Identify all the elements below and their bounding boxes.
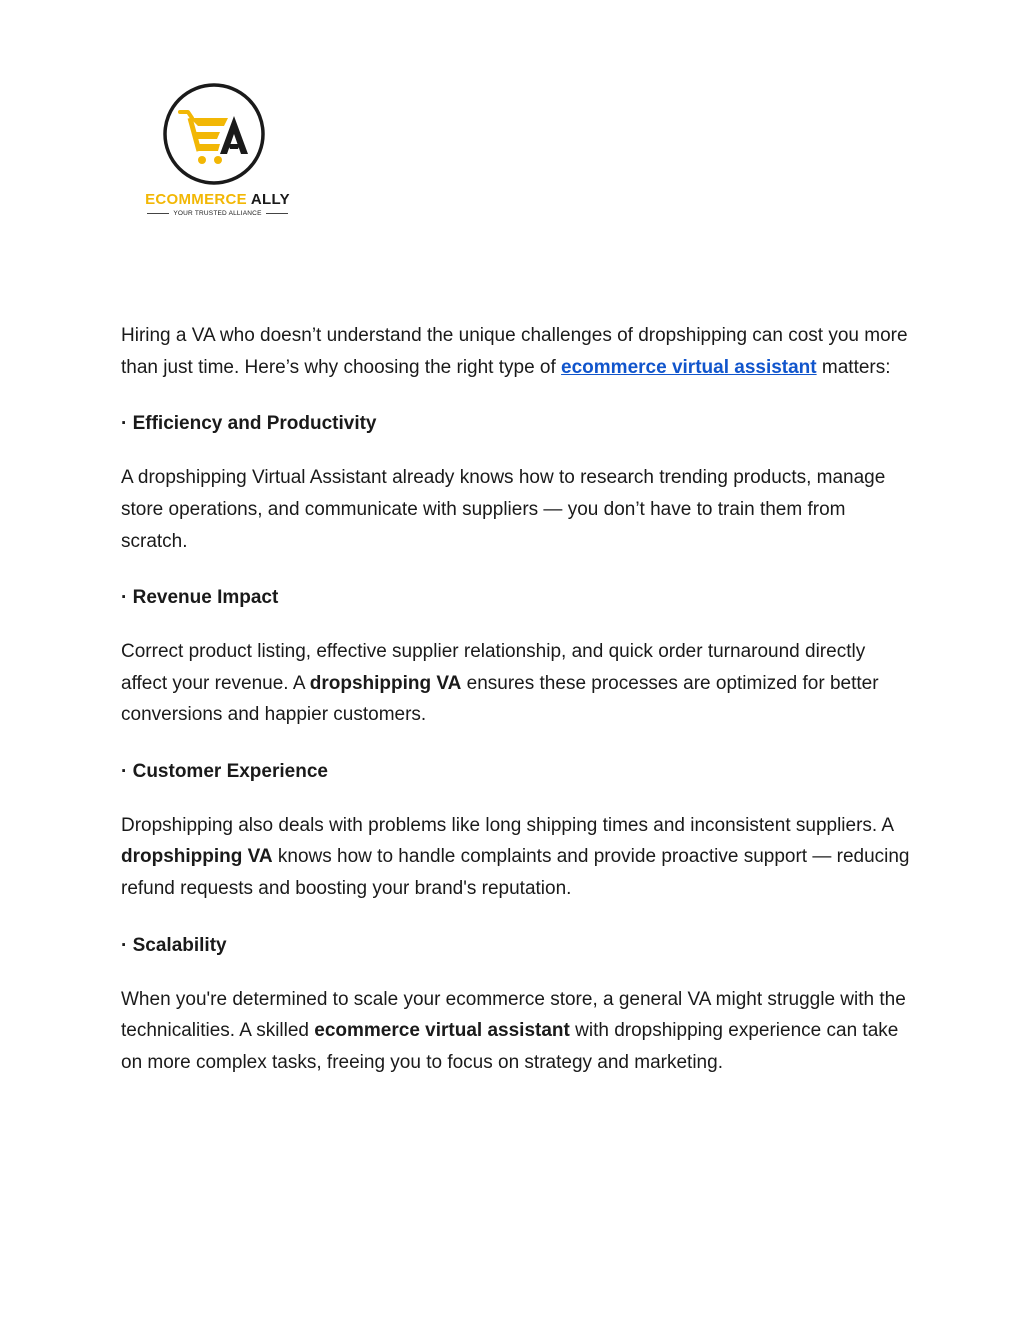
- section-heading-text: Scalability: [132, 934, 227, 956]
- logo-brand-word-1: ECOMMERCE: [145, 191, 247, 208]
- intro-text-before: Hiring a VA who doesn’t understand the unique challenges of dropshipping can cost you more than just time. Here’s why choosing the right type of: [121, 325, 908, 378]
- logo-brand-name: [140, 191, 295, 209]
- section-heading-customer-experience: [121, 756, 911, 788]
- intro-paragraph: [121, 320, 911, 383]
- body-text-before: When you're determined to scale your ecommerce store, a general VA might struggle with the technicalities. A skilled: [121, 988, 906, 1042]
- ecommerce-virtual-assistant-link[interactable]: ecommerce virtual assistant: [561, 356, 817, 378]
- tagline-rule-left: [147, 213, 169, 214]
- section-heading-scalability: [121, 930, 911, 962]
- bullet: ·: [121, 934, 128, 956]
- logo-brand-word-2: ALLY: [250, 191, 290, 208]
- section-heading-revenue: [121, 582, 911, 614]
- bullet: ·: [121, 587, 128, 609]
- section-body-revenue: [121, 636, 911, 731]
- shopping-cart-icon: [162, 82, 266, 186]
- body-text-before: Correct product listing, effective supplier relationship, and quick order turnaround directly affect your revenue. A: [121, 640, 866, 694]
- body-text-before: Dropshipping also deals with problems like long shipping times and inconsistent suppliers. A: [121, 814, 894, 836]
- section-heading-text: Revenue Impact: [132, 587, 279, 609]
- section-heading-efficiency: [121, 408, 911, 440]
- logo-tagline-text: YOUR TRUSTED ALLIANCE: [173, 210, 262, 217]
- body-bold-text: ecommerce virtual assistant: [314, 1020, 570, 1042]
- section-heading-text: Efficiency and Productivity: [132, 413, 377, 435]
- body-text-after: knows how to handle complaints and provide proactive support — reducing refund requests and boosting your brand's reputation.: [121, 846, 910, 900]
- bullet: ·: [121, 413, 128, 435]
- logo-tagline: [140, 210, 295, 217]
- section-heading-text: Customer Experience: [132, 761, 328, 783]
- company-logo: [140, 78, 295, 228]
- section-body-scalability: [121, 984, 911, 1079]
- body-text-after: ensures these processes are optimized for better conversions and happier customers.: [121, 672, 879, 726]
- section-body-customer-experience: [121, 810, 911, 905]
- section-body-efficiency: A dropshipping Virtual Assistant already knows how to research trending products, manage store operations, and communicate with suppliers — you don’t have to train them from scratch.: [121, 467, 886, 552]
- body-bold-text: dropshipping VA: [121, 846, 273, 868]
- body-text-after: with dropshipping experience can take on more complex tasks, freeing you to focus on strategy and marketing.: [121, 1020, 899, 1073]
- intro-text-after: matters:: [816, 356, 891, 378]
- tagline-rule-right: [266, 213, 288, 214]
- body-bold-text: dropshipping VA: [309, 672, 462, 694]
- bullet: ·: [121, 761, 128, 783]
- article-body: [121, 320, 911, 1104]
